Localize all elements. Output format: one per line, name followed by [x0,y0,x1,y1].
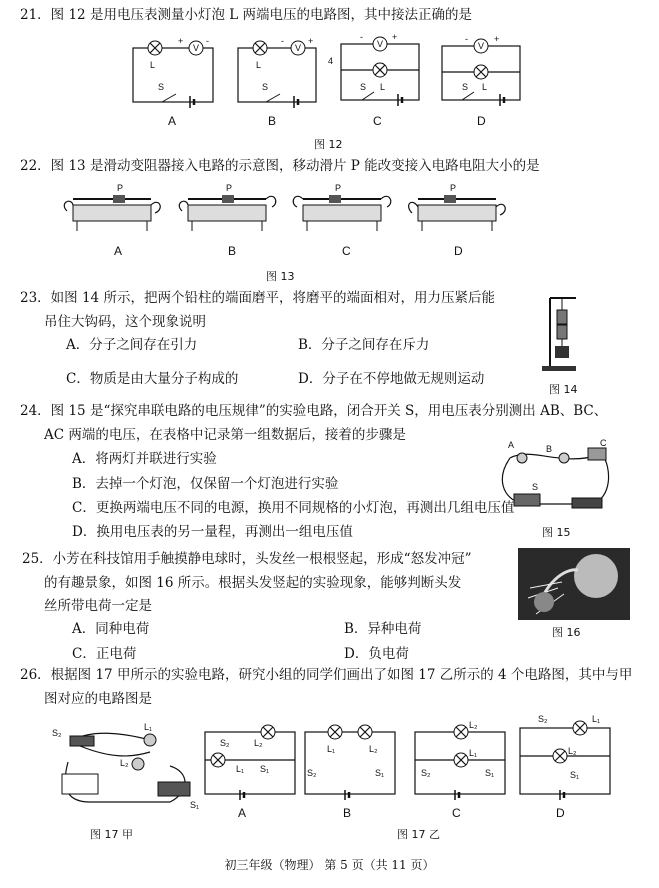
svg-text:V: V [295,43,302,53]
svg-text:P: P [117,183,124,193]
svg-text:S₂: S₂ [538,714,548,724]
svg-text:L: L [380,82,386,92]
q24-stem-2: AC 两端的电压，在表格中记录第一组数据后，接着的步骤是 [44,427,406,443]
q25-stem-2: 的有趣景象，如图 16 所示。根据头发竖起的实验现象，能够判断头发 [44,575,462,591]
svg-text:V: V [478,41,485,51]
svg-text:V: V [193,43,200,53]
svg-text:A: A [508,440,515,450]
fig12-option-d: D [477,114,486,128]
fig17-circuit-c [415,720,505,800]
rheostat-b [179,183,275,231]
svg-text:S₁: S₁ [190,800,200,810]
svg-text:+: + [178,36,184,46]
fig17-caption-right: 图 17 乙 [397,828,440,841]
fig15-caption: 图 15 [542,526,571,539]
svg-text:L: L [150,60,156,70]
fig13-caption: 图 13 [266,270,295,283]
svg-text:L₂: L₂ [568,746,577,756]
svg-text:+: + [494,34,500,44]
svg-text:-: - [360,32,363,42]
svg-text:P: P [226,183,233,193]
q25-stem-3: 丝所带电荷一定是 [44,598,152,614]
svg-text:L: L [482,82,488,92]
q24-option-a[interactable]: A．将两灯并联进行实验 [72,451,217,467]
fig12-caption: 图 12 [314,138,343,151]
fig17-jia-photo [50,722,210,822]
fig17-caption-left: 图 17 甲 [90,828,133,841]
q24-stem-1: 24．图 15 是“探究串联电路的电压规律”的实验电路，闭合开关 S，用电压表分别测出 AB、BC、 [20,403,608,419]
q25-option-d[interactable]: D．负电荷 [344,646,409,662]
fig16-photo [518,548,630,620]
fig14-lead-cylinders [540,292,600,377]
rheostat-d [409,183,506,231]
fig15-series-circuit [492,438,622,518]
fig13-option-d: D [454,244,463,258]
svg-text:+: + [308,36,314,46]
svg-text:-: - [206,36,209,46]
fig13-option-c: C [342,244,351,258]
fig13-option-a: A [114,244,123,258]
svg-text:+: + [392,32,398,42]
q23-option-c[interactable]: C．物质是由大量分子构成的 [66,371,239,387]
q22-stem: 22．图 13 是滑动变阻器接入电路的示意图，移动滑片 P 能改变接入电路电阻大小的是 [20,158,540,174]
svg-text:S₁: S₁ [375,768,385,778]
svg-text:L₁: L₁ [144,722,153,732]
fig14-caption: 图 14 [549,383,578,396]
svg-text:L₁: L₁ [469,748,478,758]
svg-text:S₂: S₂ [220,738,230,748]
svg-text:-: - [465,34,468,44]
svg-text:V: V [377,39,384,49]
fig13-option-b: B [228,244,237,258]
svg-text:S: S [262,82,269,92]
svg-text:P: P [450,183,457,193]
q25-option-c[interactable]: C．正电荷 [72,646,137,662]
svg-text:S₁: S₁ [570,770,580,780]
q25-stem-1: 25．小芳在科技馆用手触摸静电球时，头发丝一根根竖起，形成“怒发冲冠” [22,551,472,567]
svg-text:-: - [281,36,284,46]
svg-text:S: S [158,82,165,92]
fig17-option-d: D [556,806,565,820]
fig17-circuit-a [205,725,295,800]
fig12-option-c: C [373,114,382,128]
svg-text:L₂: L₂ [254,738,263,748]
fig13 [0,185,659,275]
svg-text:4: 4 [328,56,334,66]
svg-text:S: S [360,82,367,92]
svg-text:S₂: S₂ [52,728,62,738]
q23-option-a[interactable]: A．分子之间存在引力 [66,337,198,353]
q23-stem-2: 吊住大钩码，这个现象说明 [44,314,206,330]
rheostat-a [64,183,160,231]
svg-text:S₁: S₁ [260,764,270,774]
svg-text:B: B [546,444,553,454]
fig16-caption: 图 16 [552,626,581,639]
svg-text:S₁: S₁ [485,768,495,778]
svg-text:C: C [600,438,607,448]
svg-text:S: S [462,82,469,92]
q23-option-b[interactable]: B．分子之间存在斥力 [298,337,430,353]
q24-option-c[interactable]: C．更换两端电压不同的电源，换用不同规格的小灯泡，再测出几组电压值 [72,500,515,516]
fig17-option-c: C [452,806,461,820]
q26-stem-1: 26．根据图 17 甲所示的实验电路，研究小组的同学们画出了如图 17 乙所示的 4 个电路图，其中与甲 [20,667,633,683]
svg-text:L₂: L₂ [469,720,478,730]
q24-option-d[interactable]: D．换用电压表的另一量程，再测出一组电压值 [72,524,353,540]
fig17-option-a: A [238,806,247,820]
q25-option-b[interactable]: B．异种电荷 [344,621,422,637]
svg-text:L₁: L₁ [236,764,245,774]
fig17-circuit-b [305,725,395,800]
svg-text:L: L [256,60,262,70]
svg-text:L₂: L₂ [369,744,378,754]
svg-text:L₁: L₁ [327,744,336,754]
svg-text:P: P [335,183,342,193]
fig12-option-a: A [168,114,177,128]
q21-stem: 21．图 12 是用电压表测量小灯泡 L 两端电压的电路图，其中接法正确的是 [20,7,472,23]
svg-text:S₂: S₂ [421,768,431,778]
svg-text:S₂: S₂ [307,768,317,778]
svg-text:S: S [532,482,539,492]
q26-stem-2: 图对应的电路图是 [44,691,152,707]
fig12-circuit-d [442,34,520,106]
q25-option-a[interactable]: A．同种电荷 [72,621,150,637]
fig17-circuit-d [520,714,610,800]
fig12-circuit-c [328,32,419,106]
q23-option-d[interactable]: D．分子在不停地做无规则运动 [298,371,485,387]
fig17-option-b: B [343,806,352,820]
fig12-circuit-b [238,36,316,108]
rheostat-c [293,183,391,231]
q23-stem-1: 23．如图 14 所示，把两个铅柱的端面磨平，将磨平的端面相对，用力压紧后能 [20,290,495,306]
fig12-option-b: B [268,114,277,128]
page-footer: 初三年级（物理） 第 5 页（共 11 页） [224,858,435,872]
fig12-circuit-a [133,36,213,108]
svg-text:L₁: L₁ [592,714,601,724]
fig12 [0,0,659,140]
q24-option-b[interactable]: B．去掉一个灯泡，仅保留一个灯泡进行实验 [72,476,339,492]
svg-text:L₂: L₂ [120,758,129,768]
